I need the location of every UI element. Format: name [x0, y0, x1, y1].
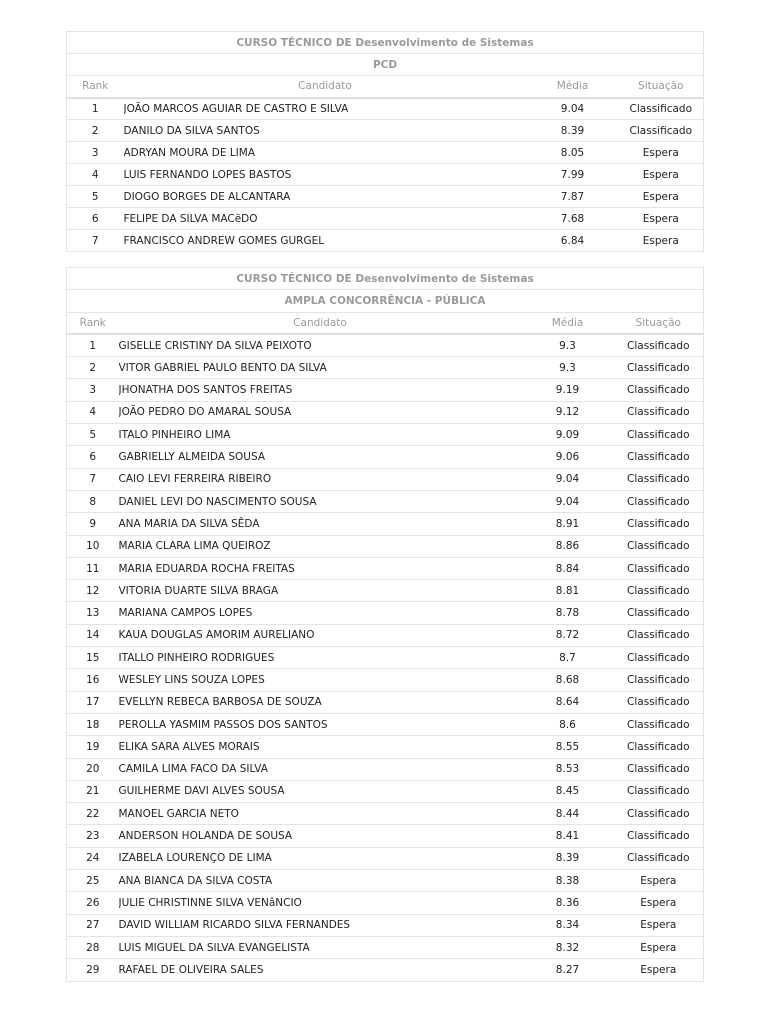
- candidate-name-cell: RAFAEL DE OLIVEIRA SALES: [119, 959, 522, 981]
- situation-cell: Classificado: [614, 736, 704, 758]
- situation-cell: Espera: [614, 892, 704, 914]
- rank-cell: 28: [67, 936, 119, 958]
- rank-cell: 18: [67, 713, 119, 735]
- candidate-name-cell: VITORIA DUARTE SILVA BRAGA: [119, 580, 522, 602]
- situation-cell: Classificado: [614, 357, 704, 379]
- rank-cell: 13: [67, 602, 119, 624]
- table-row: [67, 490, 704, 512]
- situation-cell: Classificado: [614, 334, 704, 356]
- table-row: [67, 535, 704, 557]
- media-cell: 9.09: [522, 424, 614, 446]
- rank-cell: 6: [67, 446, 119, 468]
- media-cell: 8.78: [522, 602, 614, 624]
- situation-cell: Classificado: [614, 401, 704, 423]
- rank-cell: 2: [67, 120, 124, 142]
- table-row: [67, 691, 704, 713]
- situation-cell: Espera: [619, 230, 704, 252]
- situation-cell: Classificado: [614, 691, 704, 713]
- situation-cell: Classificado: [614, 535, 704, 557]
- situation-cell: Classificado: [614, 803, 704, 825]
- media-cell: 7.68: [527, 208, 619, 230]
- media-cell: 8.39: [522, 847, 614, 869]
- candidate-name-cell: GABRIELLY ALMEIDA SOUSA: [119, 446, 522, 468]
- candidate-name-cell: ITALLO PINHEIRO RODRIGUES: [119, 647, 522, 669]
- candidate-name-cell: MANOEL GARCIA NETO: [119, 803, 522, 825]
- group-title: AMPLA CONCORRÊNCIA - PÚBLICA: [67, 290, 704, 312]
- media-cell: 8.36: [522, 892, 614, 914]
- candidate-name-cell: PEROLLA YASMIM PASSOS DOS SANTOS: [119, 713, 522, 735]
- situation-header: Situação: [619, 76, 704, 98]
- candidate-name-cell: DANILO DA SILVA SANTOS: [124, 120, 527, 142]
- situation-cell: Classificado: [614, 847, 704, 869]
- candidate-name-cell: EVELLYN REBECA BARBOSA DE SOUZA: [119, 691, 522, 713]
- media-cell: 8.27: [522, 959, 614, 981]
- table-row: [67, 669, 704, 691]
- candidate-name-cell: GISELLE CRISTINY DA SILVA PEIXOTO: [119, 334, 522, 356]
- media-cell: 8.91: [522, 513, 614, 535]
- rank-cell: 11: [67, 557, 119, 579]
- rank-cell: 1: [67, 334, 119, 356]
- situation-cell: Classificado: [614, 490, 704, 512]
- media-cell: 9.19: [522, 379, 614, 401]
- situation-cell: Espera: [619, 164, 704, 186]
- rank-cell: 1: [67, 98, 124, 120]
- media-cell: 8.7: [522, 647, 614, 669]
- candidate-name-cell: DIOGO BORGES DE ALCANTARA: [124, 186, 527, 208]
- rank-cell: 3: [67, 142, 124, 164]
- table-row: [67, 120, 704, 142]
- rank-cell: 7: [67, 468, 119, 490]
- candidate-name-cell: JOÃO PEDRO DO AMARAL SOUSA: [119, 401, 522, 423]
- candidate-name-cell: DANIEL LEVI DO NASCIMENTO SOUSA: [119, 490, 522, 512]
- header-row: [67, 76, 704, 98]
- candidate-name-cell: FRANCISCO ANDREW GOMES GURGEL: [124, 230, 527, 252]
- media-cell: 8.39: [527, 120, 619, 142]
- situation-cell: Espera: [619, 208, 704, 230]
- situation-cell: Classificado: [614, 825, 704, 847]
- candidate-header: Candidato: [124, 76, 527, 98]
- rank-header: Rank: [67, 312, 119, 334]
- table-row: [67, 186, 704, 208]
- table-row: [67, 825, 704, 847]
- media-cell: 8.53: [522, 758, 614, 780]
- rank-cell: 26: [67, 892, 119, 914]
- situation-cell: Espera: [619, 186, 704, 208]
- media-cell: 8.68: [522, 669, 614, 691]
- pcd-ranking-table: [66, 31, 704, 252]
- rank-cell: 2: [67, 357, 119, 379]
- rank-cell: 16: [67, 669, 119, 691]
- table-row: [67, 936, 704, 958]
- media-cell: 9.12: [522, 401, 614, 423]
- situation-cell: Classificado: [614, 379, 704, 401]
- situation-cell: Espera: [614, 870, 704, 892]
- course-title: CURSO TÉCNICO DE Desenvolvimento de Sistemas: [67, 32, 704, 54]
- candidate-name-cell: VITOR GABRIEL PAULO BENTO DA SILVA: [119, 357, 522, 379]
- table-row: [67, 208, 704, 230]
- situation-cell: Classificado: [614, 602, 704, 624]
- table-row: [67, 870, 704, 892]
- media-cell: 8.44: [522, 803, 614, 825]
- situation-cell: Classificado: [619, 120, 704, 142]
- candidate-name-cell: IZABELA LOURENÇO DE LIMA: [119, 847, 522, 869]
- table-row: [67, 468, 704, 490]
- media-cell: 8.72: [522, 624, 614, 646]
- rank-cell: 23: [67, 825, 119, 847]
- media-cell: 8.6: [522, 713, 614, 735]
- media-cell: 9.04: [522, 468, 614, 490]
- media-cell: 9.3: [522, 334, 614, 356]
- table-row: [67, 780, 704, 802]
- candidate-name-cell: DAVID WILLIAM RICARDO SILVA FERNANDES: [119, 914, 522, 936]
- rank-cell: 7: [67, 230, 124, 252]
- rank-cell: 17: [67, 691, 119, 713]
- group-title: PCD: [67, 54, 704, 76]
- table-row: [67, 713, 704, 735]
- candidate-name-cell: FELIPE DA SILVA MACëDO: [124, 208, 527, 230]
- header-row: [67, 312, 704, 334]
- table-row: [67, 624, 704, 646]
- candidate-name-cell: CAMILA LIMA FACO DA SILVA: [119, 758, 522, 780]
- media-cell: 9.06: [522, 446, 614, 468]
- rank-cell: 24: [67, 847, 119, 869]
- rank-cell: 25: [67, 870, 119, 892]
- media-cell: 8.64: [522, 691, 614, 713]
- candidate-name-cell: ANA MARIA DA SILVA SÊDA: [119, 513, 522, 535]
- rank-cell: 5: [67, 424, 119, 446]
- candidate-name-cell: JULIE CHRISTINNE SILVA VENâNCIO: [119, 892, 522, 914]
- table-row: [67, 647, 704, 669]
- table-row: [67, 401, 704, 423]
- rank-cell: 10: [67, 535, 119, 557]
- situation-cell: Classificado: [614, 647, 704, 669]
- media-cell: 8.05: [527, 142, 619, 164]
- candidate-name-cell: ANDERSON HOLANDA DE SOUSA: [119, 825, 522, 847]
- rank-cell: 8: [67, 490, 119, 512]
- situation-cell: Classificado: [614, 424, 704, 446]
- candidate-name-cell: ITALO PINHEIRO LIMA: [119, 424, 522, 446]
- table-row: [67, 379, 704, 401]
- rank-cell: 19: [67, 736, 119, 758]
- table-row: [67, 959, 704, 981]
- situation-cell: Classificado: [614, 669, 704, 691]
- table-row: [67, 580, 704, 602]
- media-cell: 8.84: [522, 557, 614, 579]
- rank-cell: 21: [67, 780, 119, 802]
- table-row: [67, 98, 704, 120]
- rank-cell: 14: [67, 624, 119, 646]
- table-row: [67, 334, 704, 356]
- situation-cell: Classificado: [619, 98, 704, 120]
- candidate-name-cell: WESLEY LINS SOUZA LOPES: [119, 669, 522, 691]
- table-row: [67, 847, 704, 869]
- table-row: [67, 424, 704, 446]
- candidate-name-cell: ADRYAN MOURA DE LIMA: [124, 142, 527, 164]
- candidate-name-cell: MARIA EDUARDA ROCHA FREITAS: [119, 557, 522, 579]
- candidate-name-cell: ELIKA SARA ALVES MORAIS: [119, 736, 522, 758]
- candidate-header: Candidato: [119, 312, 522, 334]
- candidate-name-cell: MARIA CLARA LIMA QUEIROZ: [119, 535, 522, 557]
- candidate-name-cell: MARIANA CAMPOS LOPES: [119, 602, 522, 624]
- candidate-name-cell: LUIS FERNANDO LOPES BASTOS: [124, 164, 527, 186]
- rank-cell: 12: [67, 580, 119, 602]
- rank-cell: 15: [67, 647, 119, 669]
- situation-header: Situação: [614, 312, 704, 334]
- media-cell: 8.55: [522, 736, 614, 758]
- media-cell: 6.84: [527, 230, 619, 252]
- media-header: Média: [527, 76, 619, 98]
- table-row: [67, 914, 704, 936]
- situation-cell: Classificado: [614, 713, 704, 735]
- media-cell: 8.81: [522, 580, 614, 602]
- rank-cell: 9: [67, 513, 119, 535]
- situation-cell: Classificado: [614, 446, 704, 468]
- media-cell: 9.04: [522, 490, 614, 512]
- situation-cell: Espera: [614, 959, 704, 981]
- candidate-name-cell: KAUA DOUGLAS AMORIM AURELIANO: [119, 624, 522, 646]
- media-cell: 8.34: [522, 914, 614, 936]
- rank-cell: 29: [67, 959, 119, 981]
- media-cell: 8.45: [522, 780, 614, 802]
- situation-cell: Classificado: [614, 580, 704, 602]
- ampla-ranking-table: [66, 267, 704, 982]
- candidate-name-cell: CAIO LEVI FERREIRA RIBEIRO: [119, 468, 522, 490]
- situation-cell: Classificado: [614, 780, 704, 802]
- media-header: Média: [522, 312, 614, 334]
- situation-cell: Classificado: [614, 468, 704, 490]
- rank-cell: 5: [67, 186, 124, 208]
- situation-cell: Espera: [619, 142, 704, 164]
- situation-cell: Classificado: [614, 513, 704, 535]
- table-row: [67, 513, 704, 535]
- situation-cell: Espera: [614, 936, 704, 958]
- table-row: [67, 803, 704, 825]
- rank-cell: 6: [67, 208, 124, 230]
- media-cell: 8.38: [522, 870, 614, 892]
- media-cell: 7.99: [527, 164, 619, 186]
- rank-cell: 27: [67, 914, 119, 936]
- course-title: CURSO TÉCNICO DE Desenvolvimento de Sistemas: [67, 268, 704, 290]
- table-row: [67, 357, 704, 379]
- situation-cell: Classificado: [614, 557, 704, 579]
- media-cell: 9.04: [527, 98, 619, 120]
- table-row: [67, 164, 704, 186]
- table-row: [67, 892, 704, 914]
- candidate-name-cell: LUIS MIGUEL DA SILVA EVANGELISTA: [119, 936, 522, 958]
- rank-cell: 3: [67, 379, 119, 401]
- table-row: [67, 758, 704, 780]
- situation-cell: Classificado: [614, 758, 704, 780]
- candidate-name-cell: GUILHERME DAVI ALVES SOUSA: [119, 780, 522, 802]
- rank-cell: 4: [67, 164, 124, 186]
- media-cell: 7.87: [527, 186, 619, 208]
- table-row: [67, 142, 704, 164]
- media-cell: 8.41: [522, 825, 614, 847]
- rank-cell: 4: [67, 401, 119, 423]
- table-row: [67, 602, 704, 624]
- media-cell: 8.86: [522, 535, 614, 557]
- candidate-name-cell: JOÃO MARCOS AGUIAR DE CASTRO E SILVA: [124, 98, 527, 120]
- rank-cell: 22: [67, 803, 119, 825]
- rank-header: Rank: [67, 76, 124, 98]
- media-cell: 9.3: [522, 357, 614, 379]
- situation-cell: Espera: [614, 914, 704, 936]
- table-row: [67, 557, 704, 579]
- media-cell: 8.32: [522, 936, 614, 958]
- candidate-name-cell: ANA BIANCA DA SILVA COSTA: [119, 870, 522, 892]
- table-row: [67, 446, 704, 468]
- table-row: [67, 230, 704, 252]
- candidate-name-cell: JHONATHA DOS SANTOS FREITAS: [119, 379, 522, 401]
- rank-cell: 20: [67, 758, 119, 780]
- table-row: [67, 736, 704, 758]
- situation-cell: Classificado: [614, 624, 704, 646]
